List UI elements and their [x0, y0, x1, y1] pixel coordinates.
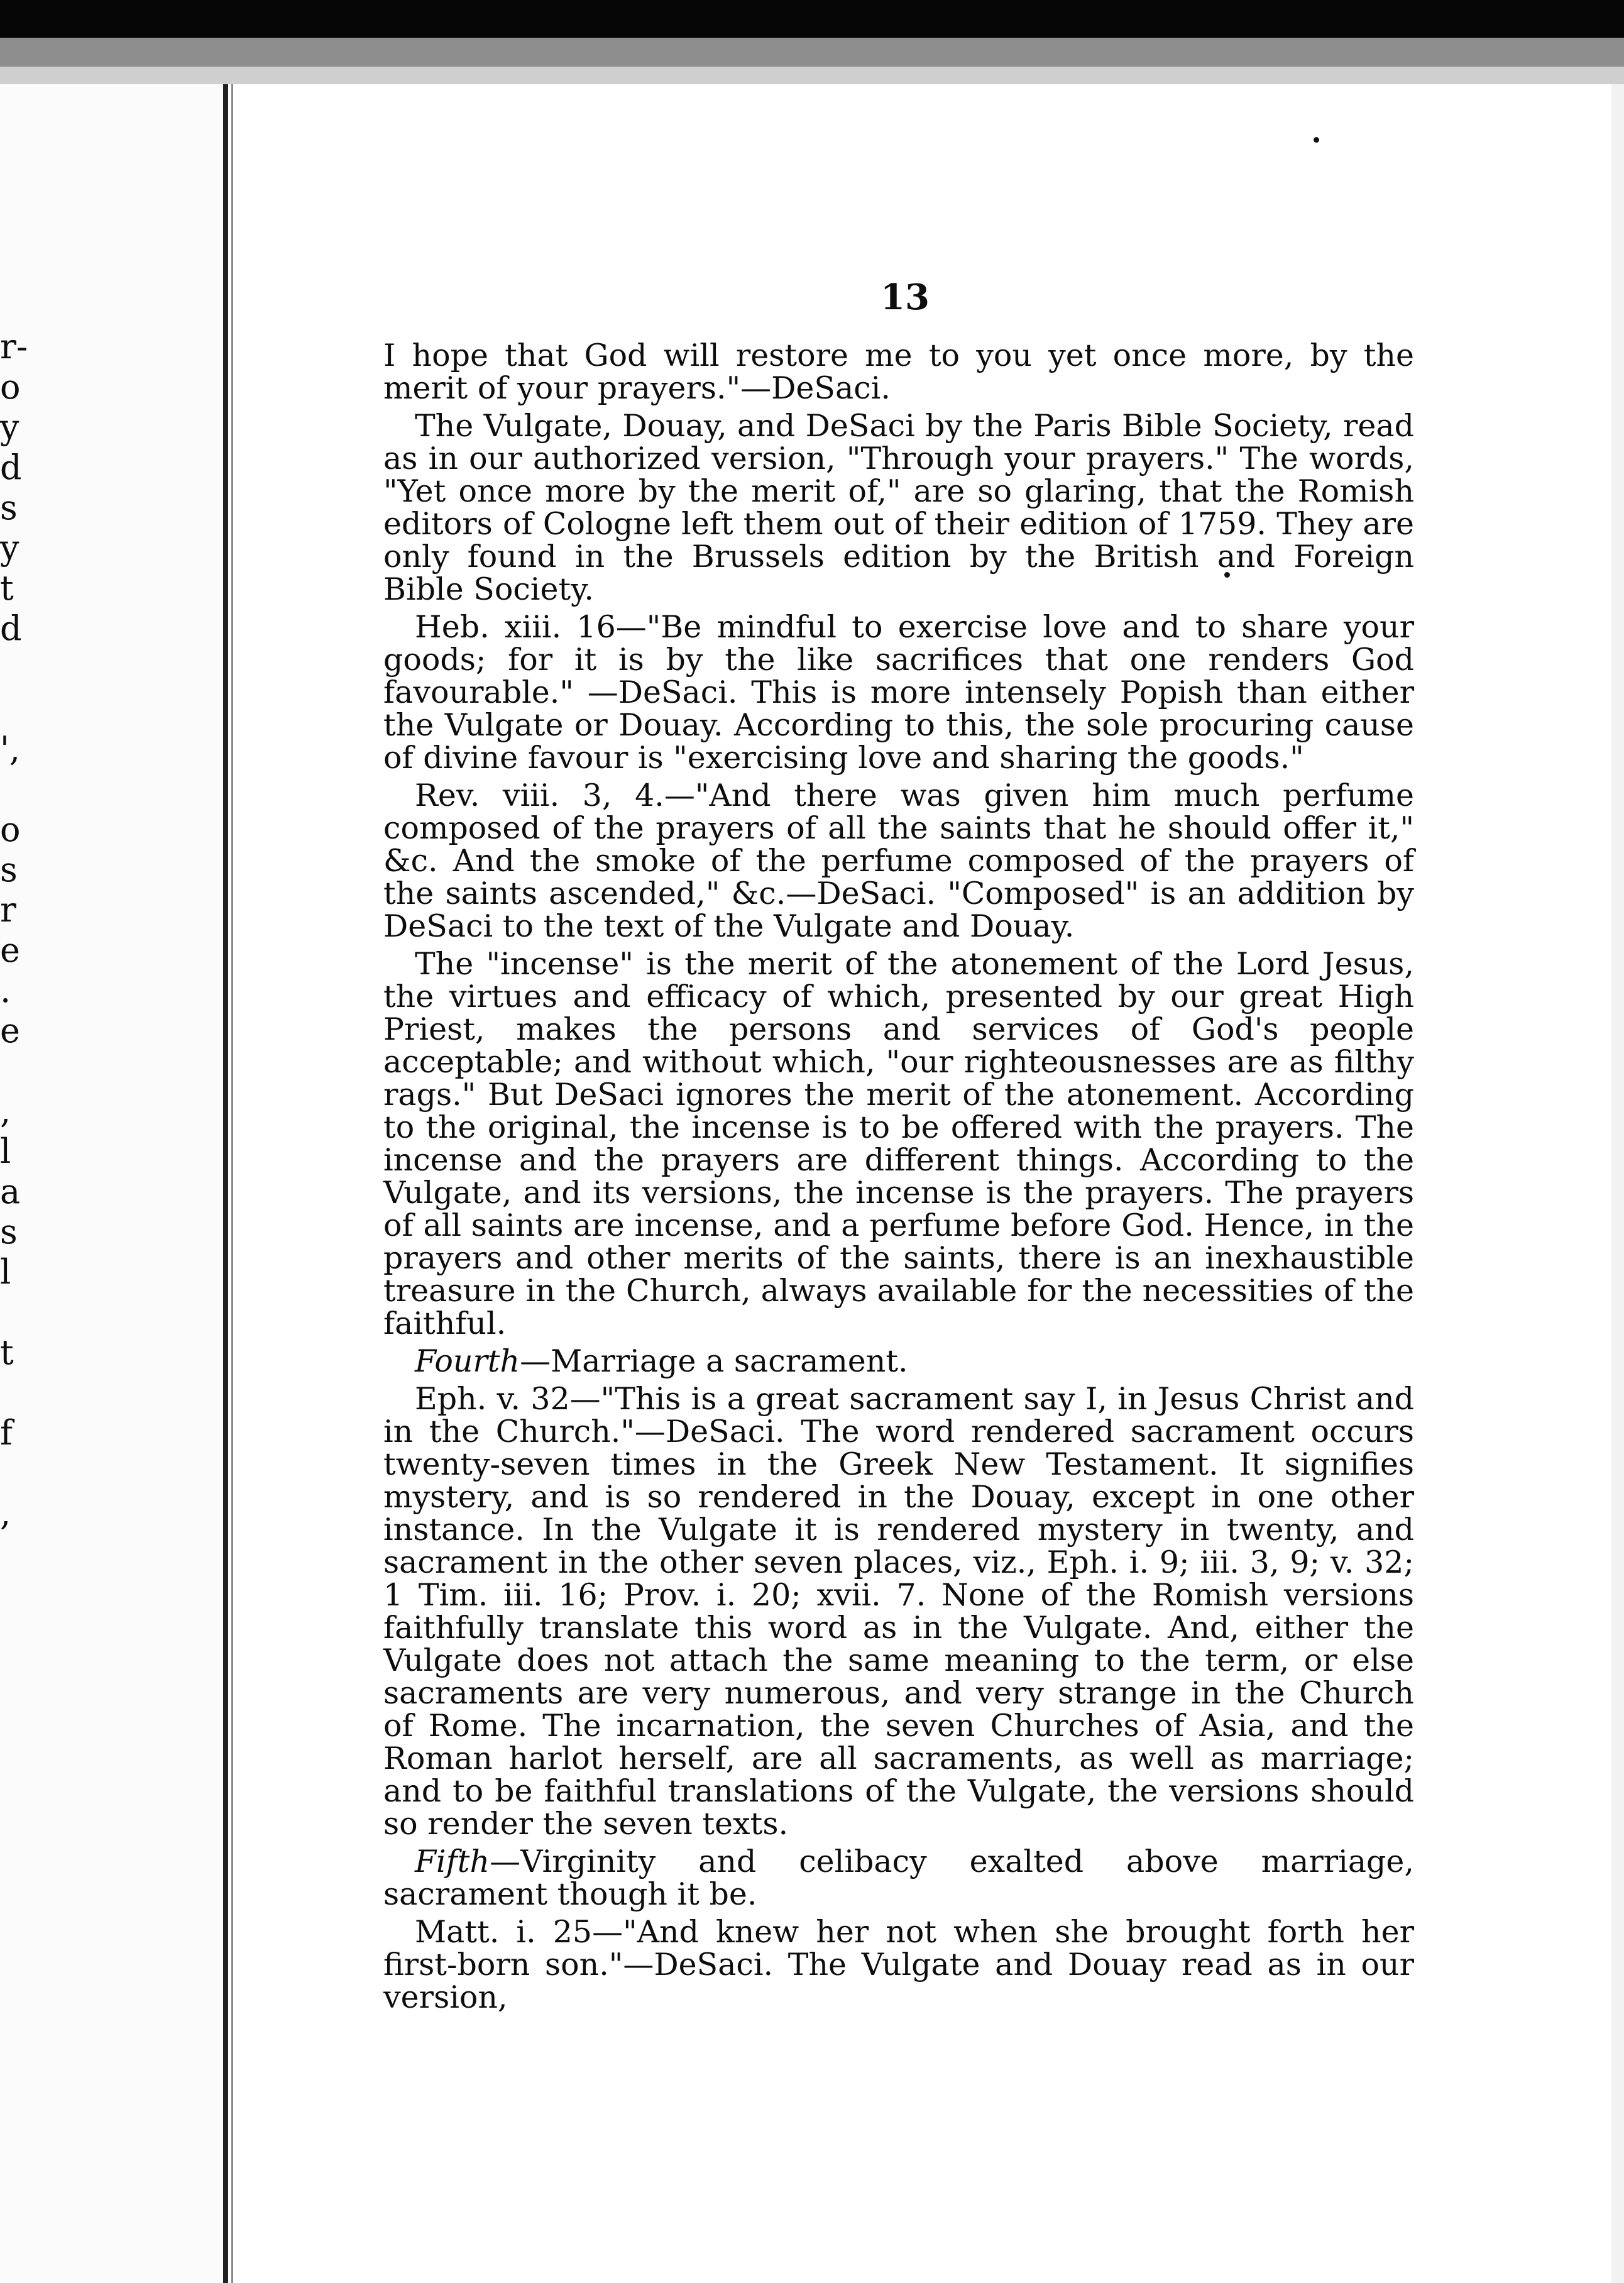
- margin-fragment: y: [0, 528, 19, 568]
- scan-top-shadow: [0, 38, 1624, 67]
- margin-fragment: [0, 649, 19, 689]
- paragraph-text: —Marriage a sacrament.: [520, 1343, 908, 1379]
- binding-gutter: [223, 84, 228, 2283]
- margin-fragment: e: [0, 1011, 20, 1050]
- margin-fragment: ,: [0, 1091, 11, 1131]
- margin-fragment: [0, 769, 19, 810]
- margin-fragment: l: [0, 1131, 11, 1171]
- binding-gutter-line: [231, 84, 233, 2283]
- margin-fragment: e: [0, 930, 20, 970]
- previous-page-edge: [0, 84, 223, 2283]
- paragraph: [383, 1383, 1414, 1840]
- paragraph: [383, 1345, 1414, 1378]
- margin-fragment: f: [0, 1413, 13, 1453]
- page-number: 13: [881, 277, 930, 318]
- scan-top-fade: [0, 67, 1624, 84]
- margin-fragment: ,: [0, 1494, 11, 1533]
- paragraph: [383, 611, 1414, 774]
- margin-fragment: .: [0, 971, 11, 1010]
- paragraph-text: Matt. i. 25—"And knew her not when she brought forth her first-born son."—DeSaci. The Vulgate and Douay read as in our version,: [383, 1914, 1414, 2015]
- paragraph-text: The "incense" is the merit of the atonement of the Lord Jesus, the virtues and efficacy of which, presented by our great High Priest, makes the persons and services of God's people acceptable; and without which, "our righteousnesses are as filthy rags." But DeSaci ignores the merit of the atonement. According to the original, the incense is to be offered with the prayers. The incense and the prayers are different things. According to the Vulgate, and its versions, the incense is the prayers. The prayers of all saints are incense, and a perfume before God. Hence, in the prayers and other merits of the saints, there is an inexhaustible treasure in the Church, always available for the necessities of the faithful.: [383, 946, 1414, 1341]
- margin-fragment: a: [0, 1172, 21, 1211]
- margin-fragment: r: [0, 890, 16, 930]
- margin-fragment: [0, 1373, 19, 1413]
- margin-fragment: s: [0, 488, 18, 527]
- margin-fragment: d: [0, 608, 22, 648]
- margin-fragment: t: [0, 568, 14, 608]
- margin-fragment: s: [0, 850, 18, 889]
- margin-fragment: [0, 1051, 19, 1091]
- paragraph-text: —Virginity and celibacy exalted above marriage, sacrament though it be.: [383, 1844, 1414, 1912]
- scan-top-border: [0, 0, 1624, 38]
- page-right-edge: [1611, 84, 1624, 2283]
- paragraph-text: Eph. v. 32—"This is a great sacrament say I, in Jesus Christ and in the Church."—DeSaci. The word rendered sacrament occurs twenty-seven times in the Greek New Testament. It signifies mystery, and is so rendered in the Douay, except in one other instance. In the Vulgate it is rendered mystery in twenty, and sacrament in the other seven places, viz., Eph. i. 9; iii. 3, 9; v. 32; 1 Tim. iii. 16; Prov. i. 20; xvii. 7. None of the Romish versions faithfully translate this word as in the Vulgate. And, either the Vulgate does not attach the same meaning to the term, or else sacraments are very numerous, and very strange in the Church of Rome. The incarnation, the seven Churches of Asia, and the Roman harlot herself, are all sacraments, as well as marriage; and to be faithful translations of the Vulgate, the versions should so render the seven texts.: [383, 1381, 1414, 1842]
- margin-fragment: [0, 1292, 19, 1333]
- margin-fragment: r-: [0, 327, 28, 366]
- paragraph-text: Rev. viii. 3, 4.—"And there was given him much perfume composed of the prayers of all the saints that he should offer it," &c. And the smoke of the perfume composed of the prayers of the saints ascended," &c.—DeSaci. "Composed" is an addition by DeSaci to the text of the Vulgate and Douay.: [383, 778, 1414, 944]
- margin-fragment: s: [0, 1212, 18, 1252]
- paragraph-text: I hope that God will restore me to you yet once more, by the merit of your prayers."—DeSaci.: [383, 338, 1414, 406]
- section-heading: Fifth: [415, 1844, 490, 1879]
- scan-speck: [1314, 137, 1319, 143]
- margin-fragment: t: [0, 1333, 14, 1372]
- margin-fragment: o: [0, 810, 21, 849]
- margin-fragment: y: [0, 407, 19, 447]
- paragraph: [383, 1846, 1414, 1911]
- margin-fragment: o: [0, 367, 21, 407]
- paragraph: [383, 1916, 1414, 2014]
- paragraph: [383, 779, 1414, 943]
- margin-fragment: l: [0, 1252, 11, 1292]
- section-heading: Fourth: [415, 1343, 520, 1379]
- paragraph: [383, 410, 1414, 606]
- margin-fragment: d: [0, 448, 22, 487]
- margin-fragment: [0, 1453, 19, 1494]
- paragraph: [383, 948, 1414, 1340]
- paragraph-text: The Vulgate, Douay, and DeSaci by the Paris Bible Society, read as in our authorized version, "Through your prayers." The words, "Yet once more by the merit of," are so glaring, that the Romish editors of Cologne left them out of their edition of 1759. They are only found in the Brussels edition by the British and Foreign Bible Society.: [383, 408, 1414, 607]
- paragraph: [383, 339, 1414, 405]
- margin-fragment: ',: [0, 729, 21, 769]
- margin-fragment: [0, 689, 19, 729]
- previous-page-text-fragments: [0, 327, 28, 1534]
- page-body: [383, 339, 1414, 2019]
- paragraph-text: Heb. xiii. 16—"Be mindful to exercise love and to share your goods; for it is by the like sacrifices that one renders God favourable." —DeSaci. This is more intensely Popish than either the Vulgate or Douay. According to this, the sole procuring cause of divine favour is "exercising love and sharing the goods.": [383, 609, 1414, 776]
